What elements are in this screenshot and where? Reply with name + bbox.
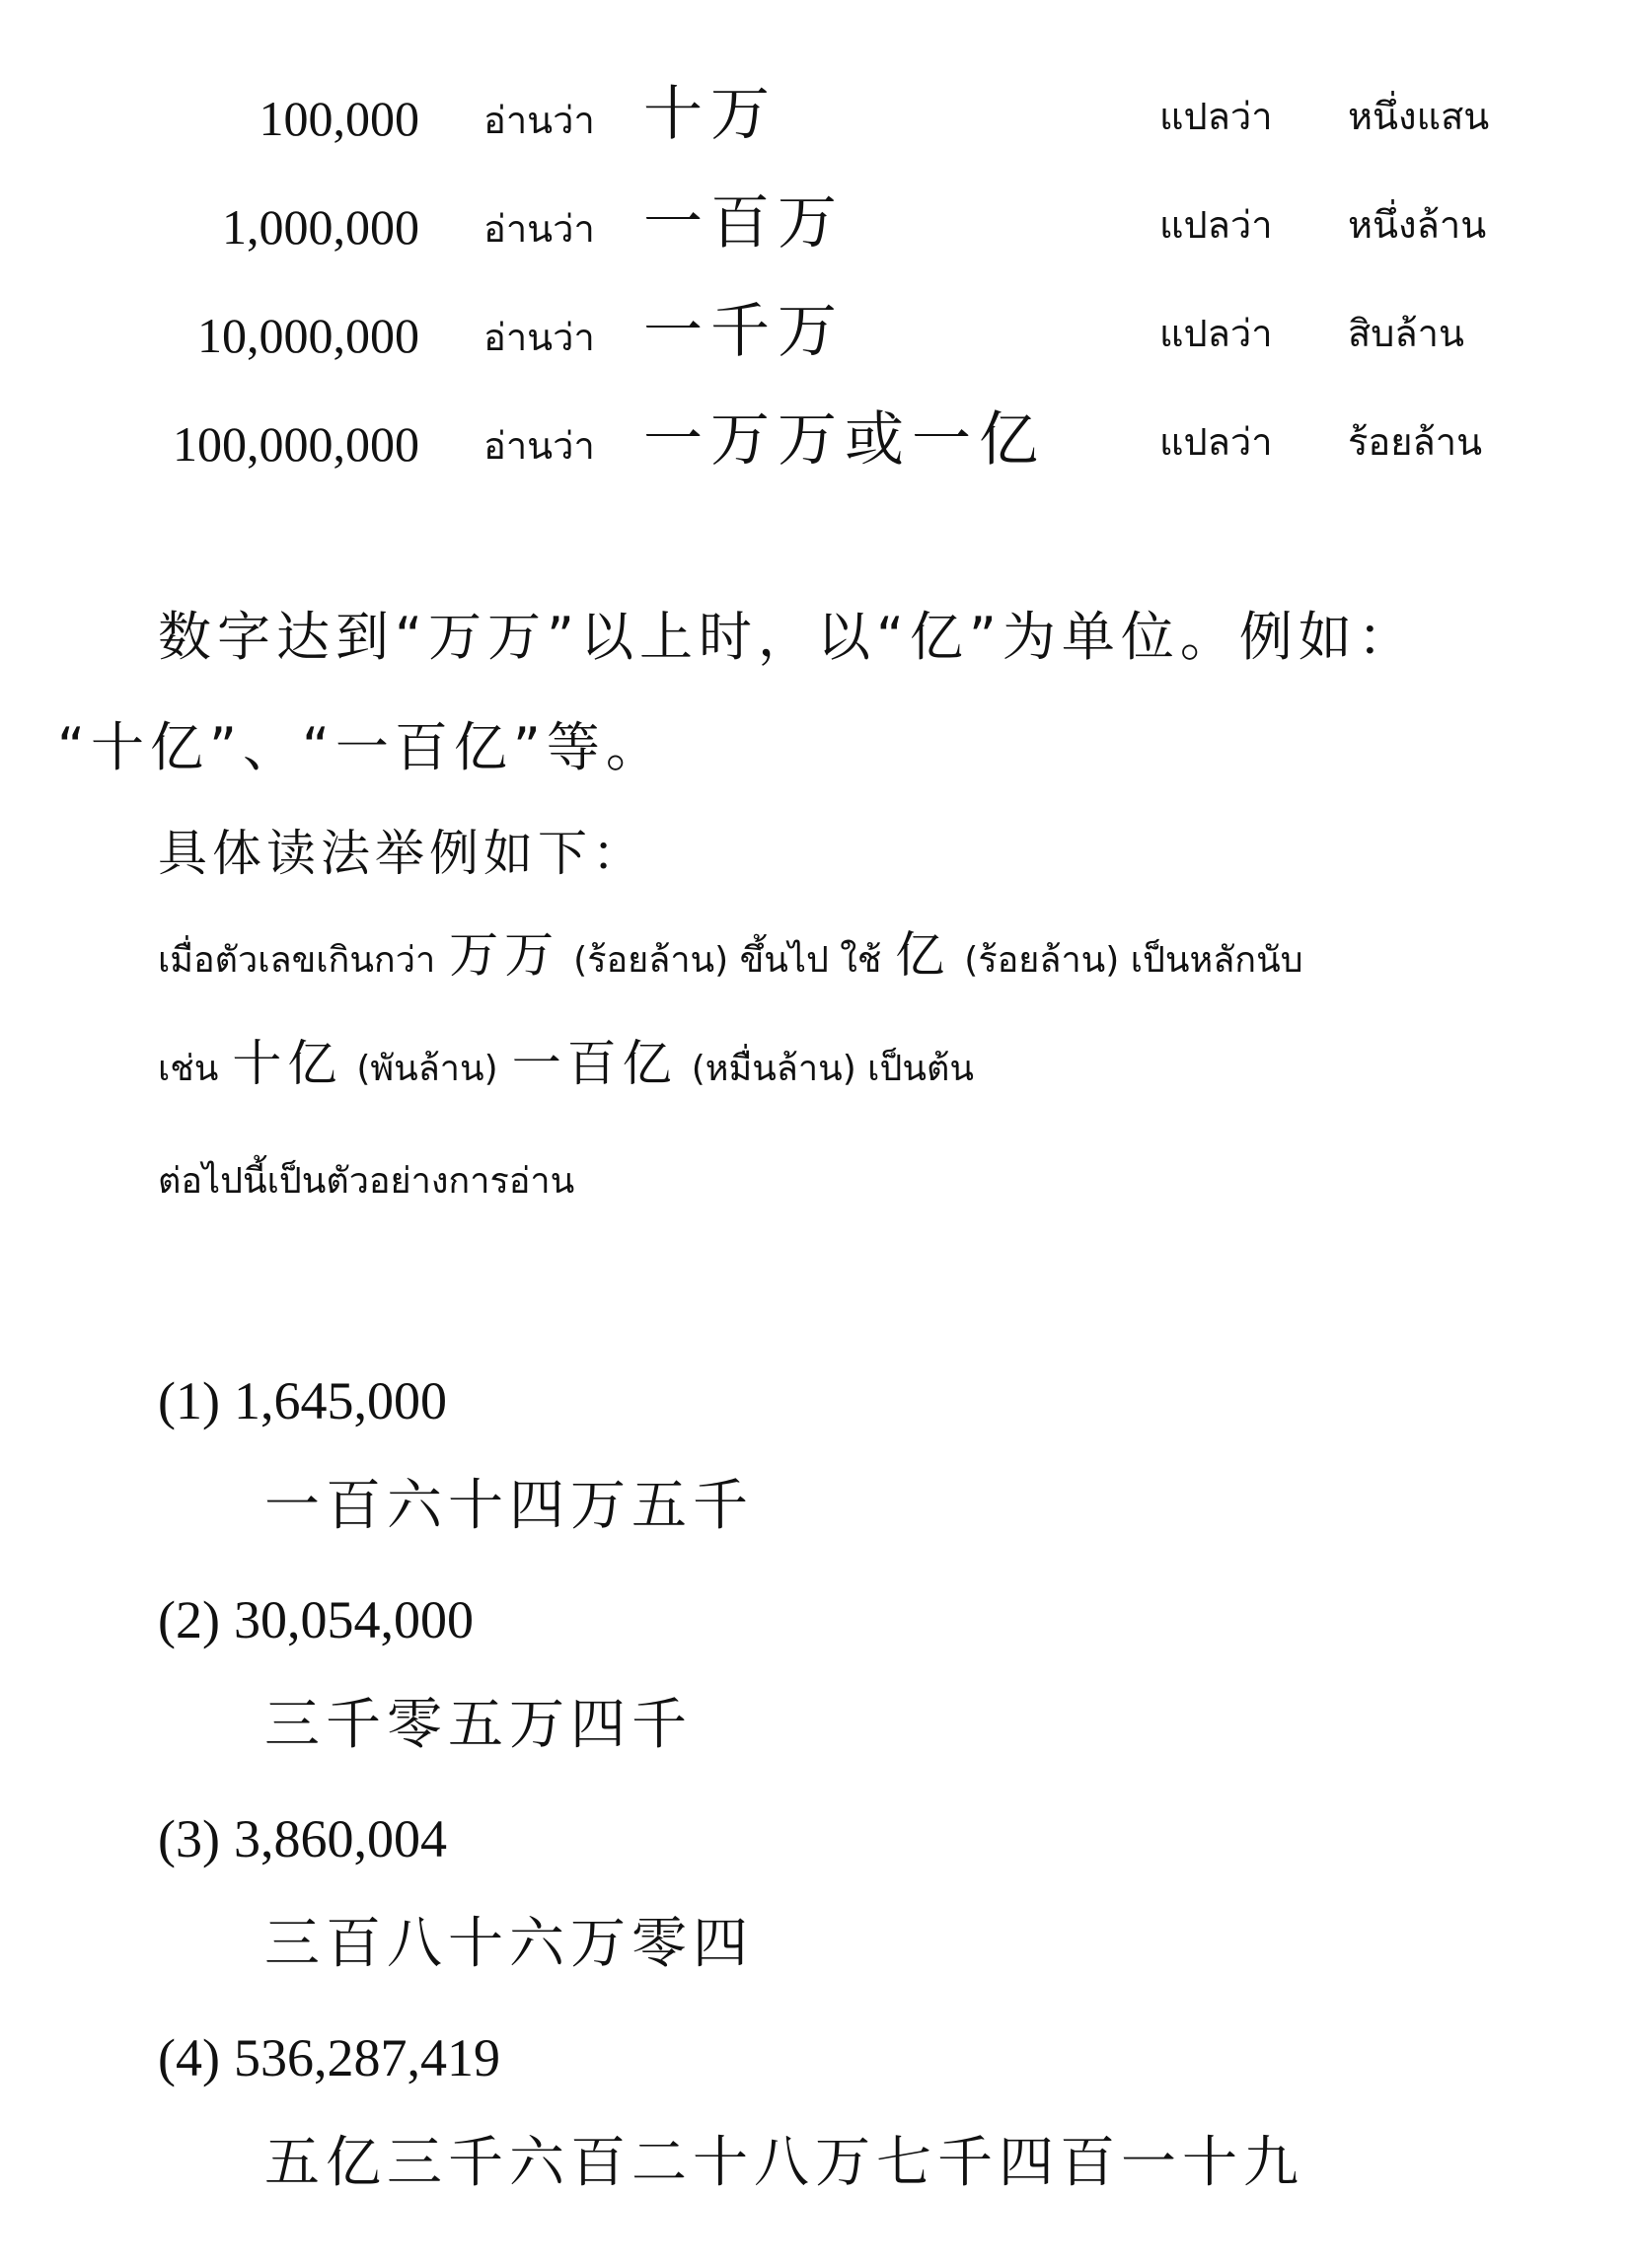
thai-note-line xyxy=(158,1034,974,1099)
example-index: (3) xyxy=(158,1809,220,1868)
example-index: (2) xyxy=(158,1590,220,1649)
example-number xyxy=(158,1369,447,1432)
paragraph-line: “十亿”、“一百亿”等。 xyxy=(57,716,665,778)
meaning-label: แปลว่า xyxy=(1159,420,1273,464)
meaning-label: แปลว่า xyxy=(1159,312,1273,355)
thai-text: เช่น xyxy=(158,1049,219,1089)
chinese-reading: 一千万 xyxy=(643,297,845,366)
thai-meaning: หนึ่งล้าน xyxy=(1348,203,1487,247)
example-number xyxy=(158,1807,447,1870)
paragraph-line: 具体读法举例如下： xyxy=(158,825,646,882)
thai-meaning: สิบล้าน xyxy=(1348,312,1464,355)
meaning-label: แปลว่า xyxy=(1159,203,1273,247)
thai-meaning: หนึ่งแสน xyxy=(1348,95,1490,138)
table-row xyxy=(0,266,1633,375)
number-value: 100,000 xyxy=(259,91,419,146)
chinese-reading: 十万 xyxy=(643,80,778,149)
thai-note-line: ต่อไปนี้เป็นตัวอย่างการอ่าน xyxy=(158,1161,575,1202)
thai-meaning: ร้อยล้าน xyxy=(1348,420,1483,464)
number-value: 100,000,000 xyxy=(173,416,419,472)
read-label: อ่านว่า xyxy=(483,424,595,468)
example-number xyxy=(158,1588,474,1651)
number-value: 1,000,000 xyxy=(222,199,419,255)
chinese-term: 万万 xyxy=(449,926,560,984)
example-reading: 一百六十四万五千 xyxy=(264,1474,754,1538)
example-value: 1,645,000 xyxy=(233,1371,447,1430)
chinese-term: 亿 xyxy=(895,926,951,984)
example-number xyxy=(158,2026,500,2089)
thai-text: (ร้อยล้าน) ขึ้นไป ใช้ xyxy=(573,940,882,981)
thai-text: (หมื่นล้าน) เป็นต้น xyxy=(691,1049,974,1089)
example-value: 536,287,419 xyxy=(233,2028,500,2087)
table-row xyxy=(0,49,1633,158)
example-value: 30,054,000 xyxy=(233,1590,474,1649)
meaning-label: แปลว่า xyxy=(1159,95,1273,138)
chinese-term: 一百亿 xyxy=(511,1035,678,1092)
table-row xyxy=(0,158,1633,266)
example-reading: 三百八十六万零四 xyxy=(264,1912,754,1976)
read-label: อ่านว่า xyxy=(483,99,595,142)
thai-text: เมื่อตัวเลขเกินกว่า xyxy=(158,940,436,981)
thai-text: (พันล้าน) xyxy=(356,1049,498,1089)
thai-note-line xyxy=(158,925,1303,990)
table-row xyxy=(0,375,1633,483)
read-label: อ่านว่า xyxy=(483,207,595,251)
paragraph-line: 数字达到“万万”以上时，以“亿”为单位。例如： xyxy=(158,606,1417,668)
example-value: 3,860,004 xyxy=(233,1809,447,1868)
read-label: อ่านว่า xyxy=(483,316,595,359)
example-index: (1) xyxy=(158,1371,220,1430)
chinese-reading: 一百万 xyxy=(643,188,845,257)
example-reading: 三千零五万四千 xyxy=(264,1693,693,1757)
thai-text: (ร้อยล้าน) เป็นหลักนับ xyxy=(964,940,1303,981)
chinese-term: 十亿 xyxy=(232,1035,343,1092)
number-value: 10,000,000 xyxy=(197,308,419,363)
chinese-reading: 一万万或一亿 xyxy=(643,405,1046,475)
example-reading: 五亿三千六百二十八万七千四百一十九 xyxy=(264,2131,1304,2195)
example-index: (4) xyxy=(158,2028,220,2087)
